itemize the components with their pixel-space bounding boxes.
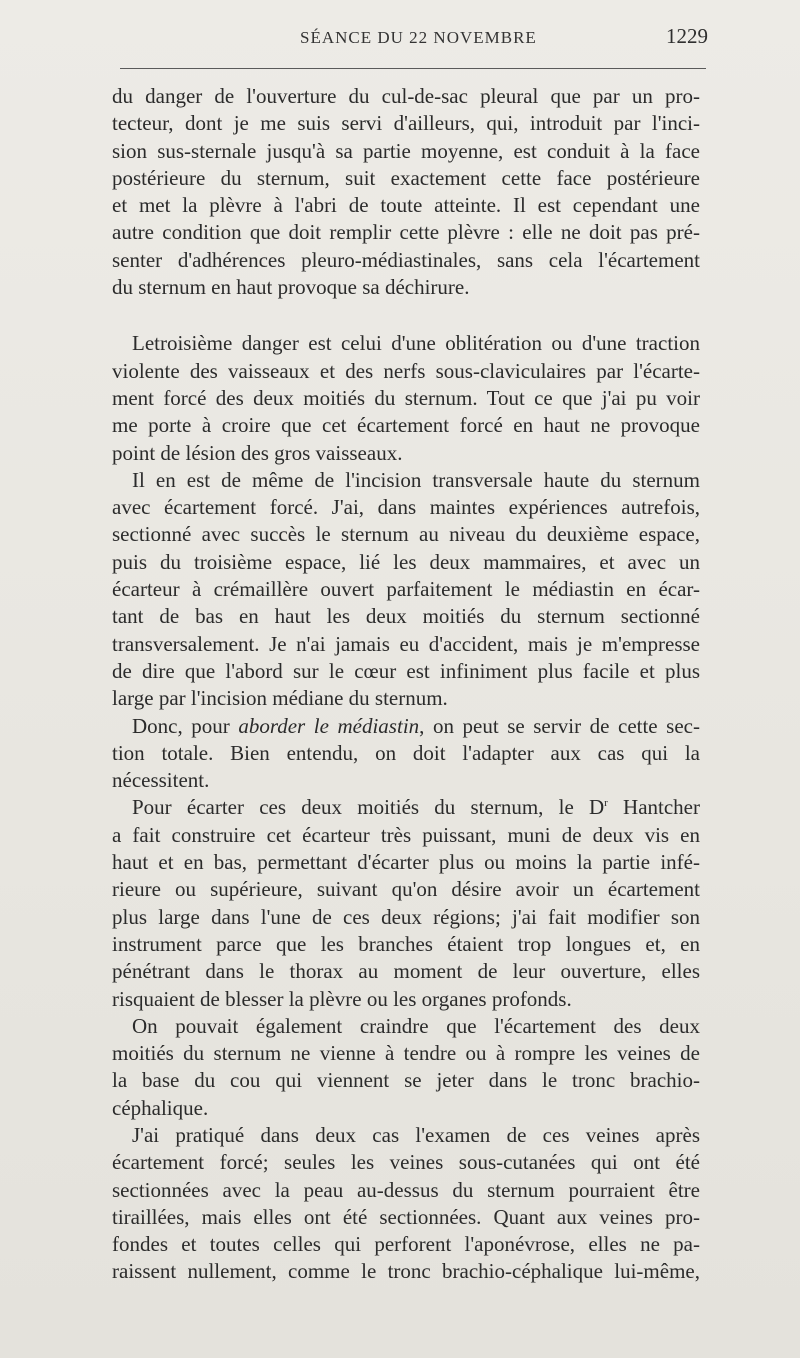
text-line: nécessitent. — [112, 768, 210, 793]
text-segment: , on peut se servir de cette sec- — [419, 713, 700, 738]
paragraph-start-line: Il en est de même de l'incision transversale haute du sternum — [132, 467, 700, 492]
header-rule — [120, 68, 706, 69]
text-line: sion sus-sternale jusqu'à sa partie moyenne, est conduit à la face — [112, 138, 700, 163]
text-line: point de lésion des gros vaisseaux. — [112, 440, 403, 465]
text-line: écartement forcé; seules les veines sous-cutanées qui ont été — [112, 1150, 700, 1175]
text-line: fondes et toutes celles qui perforent l'aponévrose, elles ne pa- — [112, 1232, 700, 1257]
text-line: ment forcé des deux moitiés du sternum. Tout ce que j'ai pu voir — [112, 385, 700, 410]
text-line: plus large dans l'une de ces deux régions; j'ai fait modifier son — [112, 904, 700, 929]
text-line: instrument parce que les branches étaient trop longues et, en — [112, 931, 700, 956]
text-line: violente des vaisseaux et des nerfs sous-claviculaires par l'écarte- — [112, 358, 700, 383]
page-header — [0, 22, 800, 56]
paragraph-start-line — [112, 713, 700, 740]
paragraph-start-line: J'ai pratiqué dans deux cas l'examen de ces veines après — [132, 1122, 700, 1147]
text-line: sectionnées avec la peau au-dessus du sternum pourraient être — [112, 1177, 700, 1202]
text-line: du sternum en haut provoque sa déchirure. — [112, 275, 470, 300]
paragraph-start-line: Letroisième danger est celui d'une oblitération ou d'une traction — [132, 331, 700, 356]
running-title: SÉANCE DU 22 NOVEMBRE — [300, 28, 537, 47]
text-line: moitiés du sternum ne vienne à tendre ou à rompre les veines de — [112, 1041, 700, 1066]
superscript: r — [604, 797, 608, 810]
text-line: raissent nullement, comme le tronc brachio-céphalique lui-même, — [112, 1259, 700, 1284]
text-segment: Donc, pour — [132, 713, 239, 738]
paragraph-start-line: On pouvait également craindre que l'écartement des deux — [132, 1013, 700, 1038]
text-segment: Pour écarter ces deux moitiés du sternum, le D — [132, 795, 605, 820]
text-line: haut et en bas, permettant d'écarter plus ou moins la partie infé- — [112, 850, 700, 875]
text-line: de dire que l'abord sur le cœur est infiniment plus facile et plus — [112, 658, 700, 683]
body-text — [112, 83, 700, 1286]
text-line: postérieure du sternum, suit exactement cette face postérieure — [112, 165, 700, 190]
text-line: rieure ou supérieure, suivant qu'on désire avoir un écartement — [112, 877, 700, 902]
text-line: me porte à croire que cet écartement forcé en haut ne provoque — [112, 413, 700, 438]
paragraph-start-line — [112, 794, 700, 821]
text-line: puis du troisième espace, lié les deux mammaires, et avec un — [112, 549, 700, 574]
italic-phrase: aborder le médiastin — [238, 713, 420, 738]
text-line: risquaient de blesser la plèvre ou les organes profonds. — [112, 986, 572, 1011]
text-line: la base du cou qui viennent se jeter dans le tronc brachio- — [112, 1068, 700, 1093]
text-line: tecteur, dont je me suis servi d'ailleurs, qui, introduit par l'inci- — [112, 111, 700, 136]
text-line: écarteur à crémaillère ouvert parfaitement le médiastin en écar- — [112, 577, 700, 602]
page-number: 1229 — [666, 24, 708, 48]
text-segment: Hantcher — [607, 795, 700, 820]
text-line: senter d'adhérences pleuro-médiastinales, sans cela l'écartement — [112, 247, 700, 272]
text-line: et met la plèvre à l'abri de toute atteinte. Il est cependant une — [112, 193, 700, 218]
text-line: tant de bas en haut les deux moitiés du sternum sectionné — [112, 604, 700, 629]
text-line: du danger de l'ouverture du cul-de-sac pleural que par un pro- — [112, 84, 700, 108]
text-line: pénétrant dans le thorax au moment de leur ouverture, elles — [112, 959, 700, 984]
text-line: avec écartement forcé. J'ai, dans maintes expériences autrefois, — [112, 495, 700, 520]
text-line: tiraillées, mais elles ont été sectionnées. Quant aux veines pro- — [112, 1204, 700, 1229]
text-line: a fait construire cet écarteur très puissant, muni de deux vis en — [112, 822, 700, 847]
text-line: large par l'incision médiane du sternum. — [112, 686, 448, 711]
text-line: céphalique. — [112, 1095, 209, 1120]
text-line: transversalement. Je n'ai jamais eu d'accident, mais je m'empresse — [112, 631, 700, 656]
text-line: autre condition que doit remplir cette plèvre : elle ne doit pas pré- — [112, 220, 700, 245]
text-line: tion totale. Bien entendu, on doit l'adapter aux cas qui la — [112, 740, 700, 765]
text-line: sectionné avec succès le sternum au niveau du deuxième espace, — [112, 522, 700, 547]
